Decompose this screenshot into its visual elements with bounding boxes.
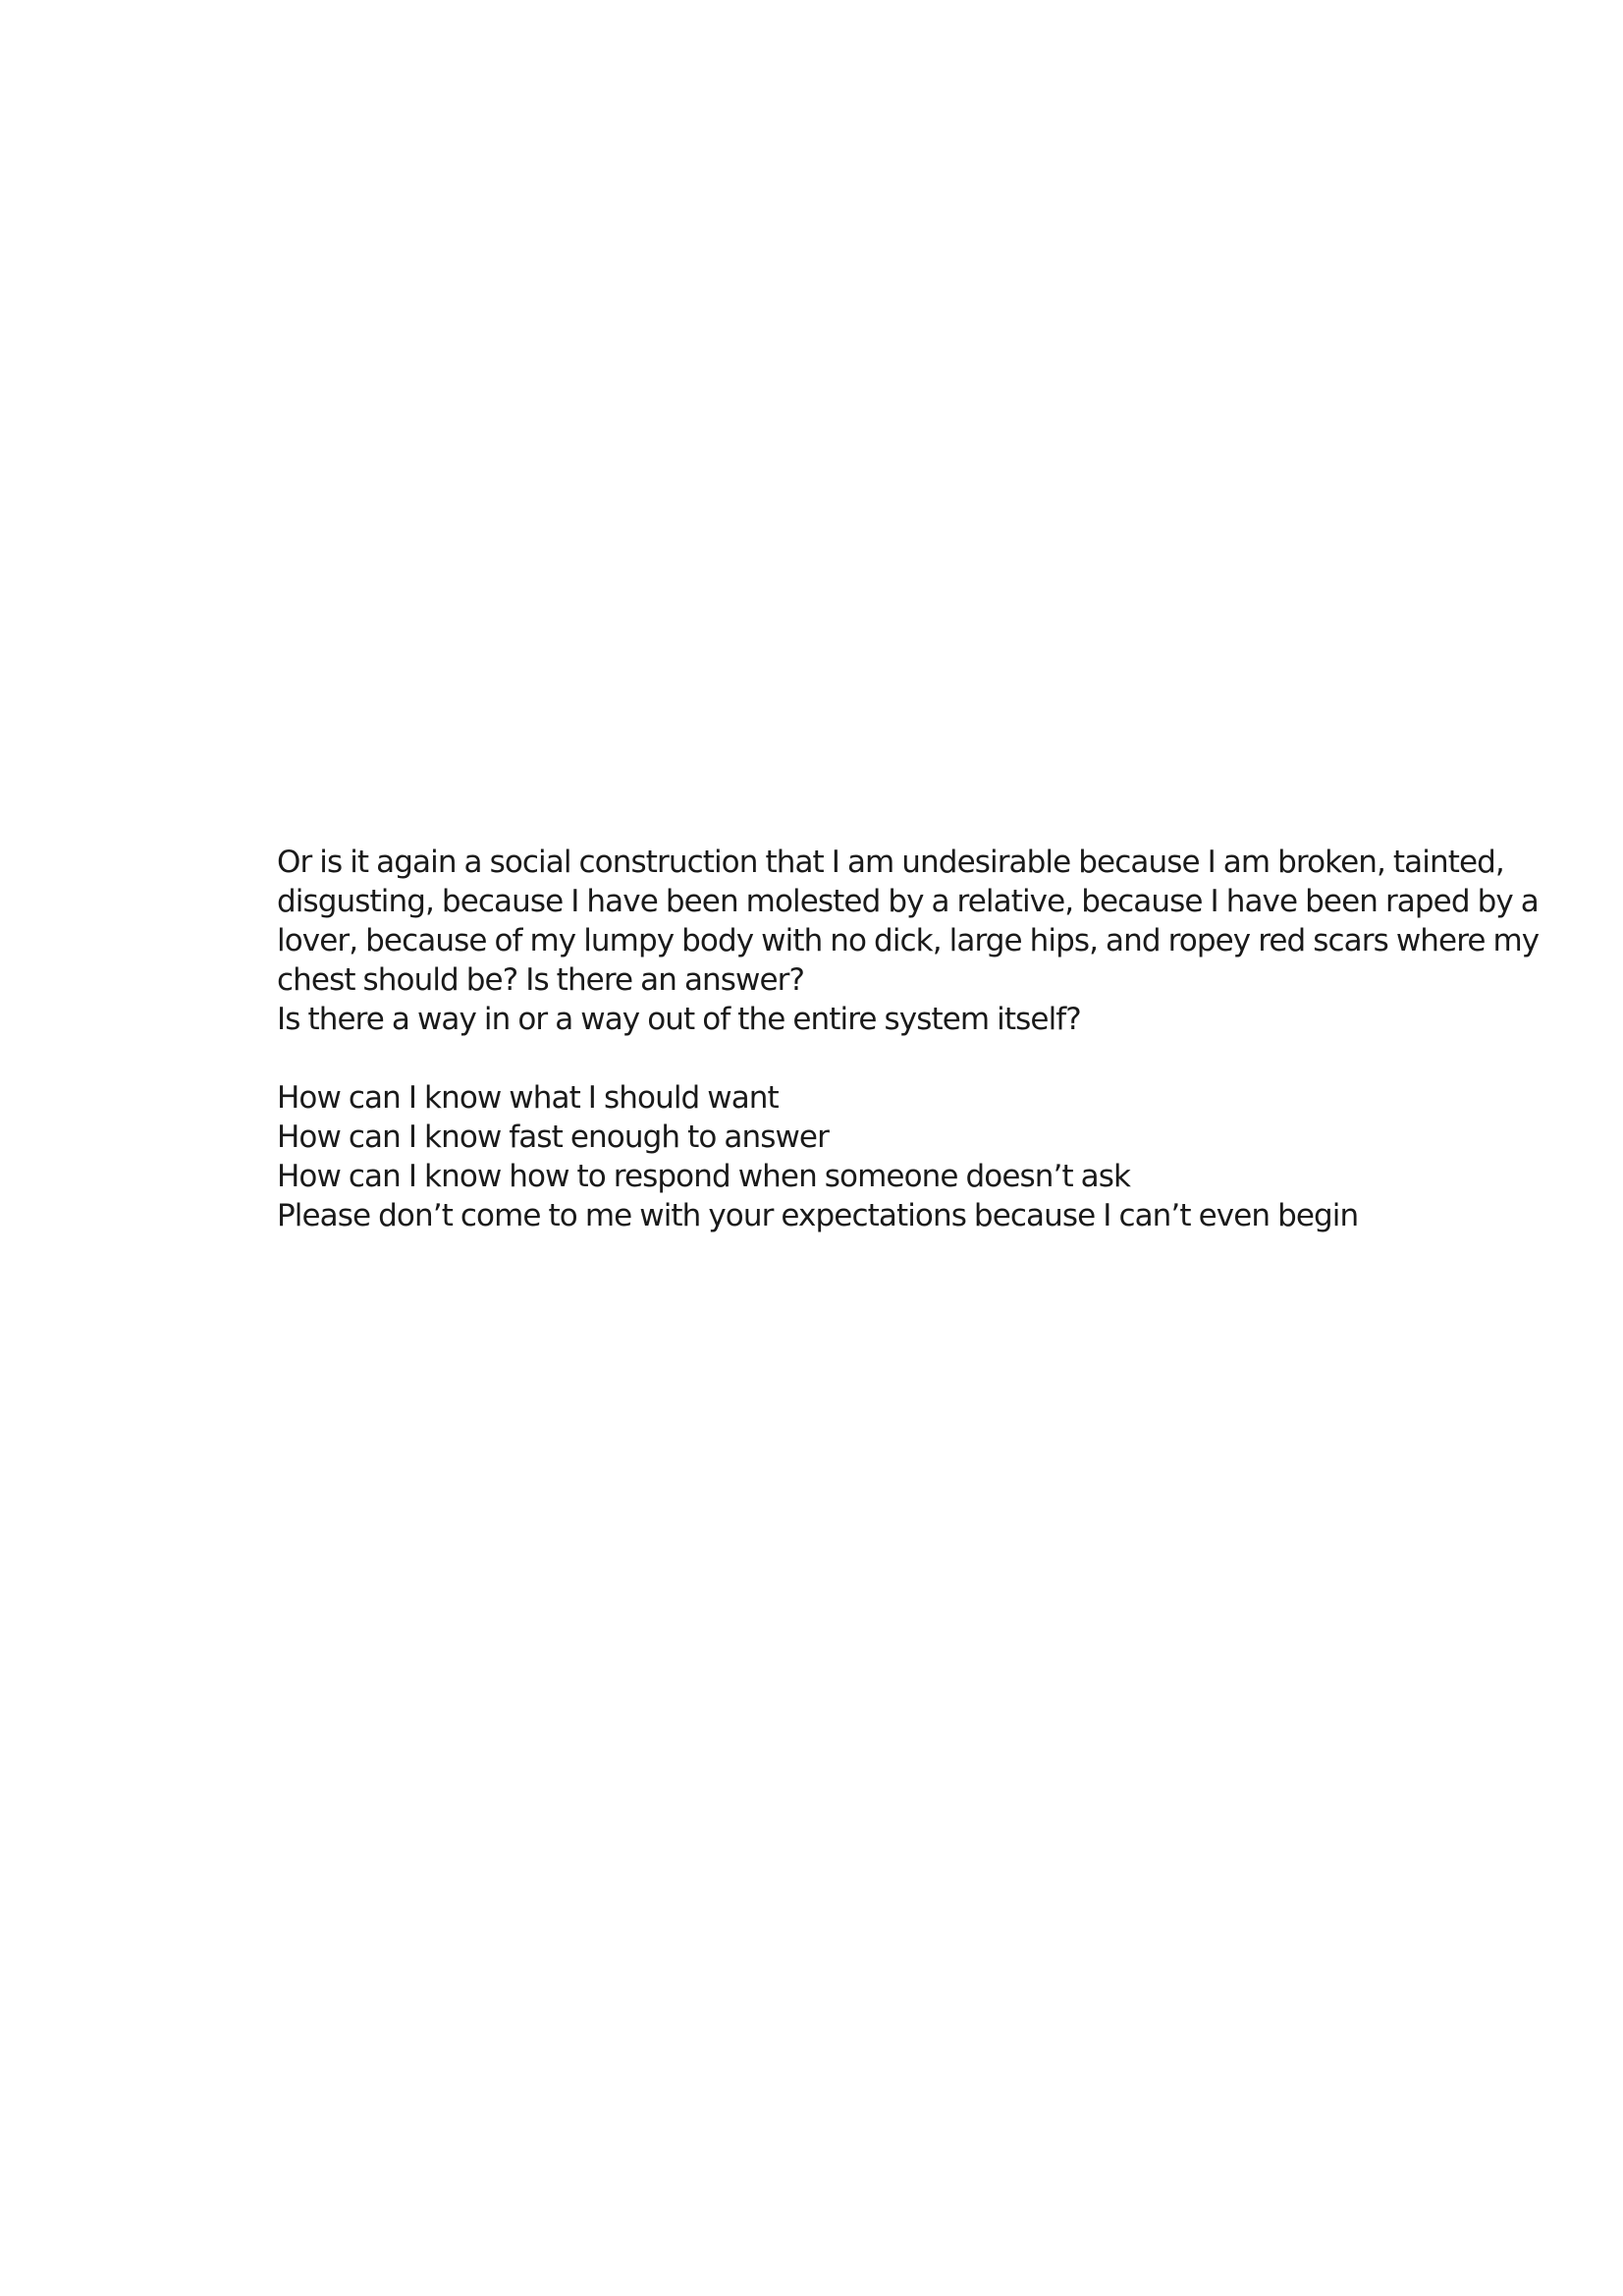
paragraph-gap — [277, 1039, 1514, 1078]
body-text — [277, 843, 1540, 1235]
paragraph-2 — [277, 1078, 1514, 1235]
text-line: Please don’t come to me with your expectations because I can’t even begin — [277, 1198, 1359, 1233]
text-line: How can I know how to respond when someone doesn’t ask — [277, 1159, 1131, 1194]
text-line: disgusting, because I have been molested by a relative, because I have been raped by a — [277, 884, 1539, 919]
text-line: How can I know fast enough to answer — [277, 1120, 829, 1155]
text-line: How can I know what I should want — [277, 1080, 779, 1116]
paragraph-1 — [277, 843, 1540, 1039]
text-line: Or is it again a social construction that I am undesirable because I am broken, tainted, — [277, 845, 1504, 880]
text-line: Is there a way in or a way out of the entire system itself? — [277, 1002, 1081, 1037]
text-line: chest should be? Is there an answer? — [277, 962, 805, 998]
text-line: lover, because of my lumpy body with no dick, large hips, and ropey red scars where my — [277, 923, 1540, 958]
